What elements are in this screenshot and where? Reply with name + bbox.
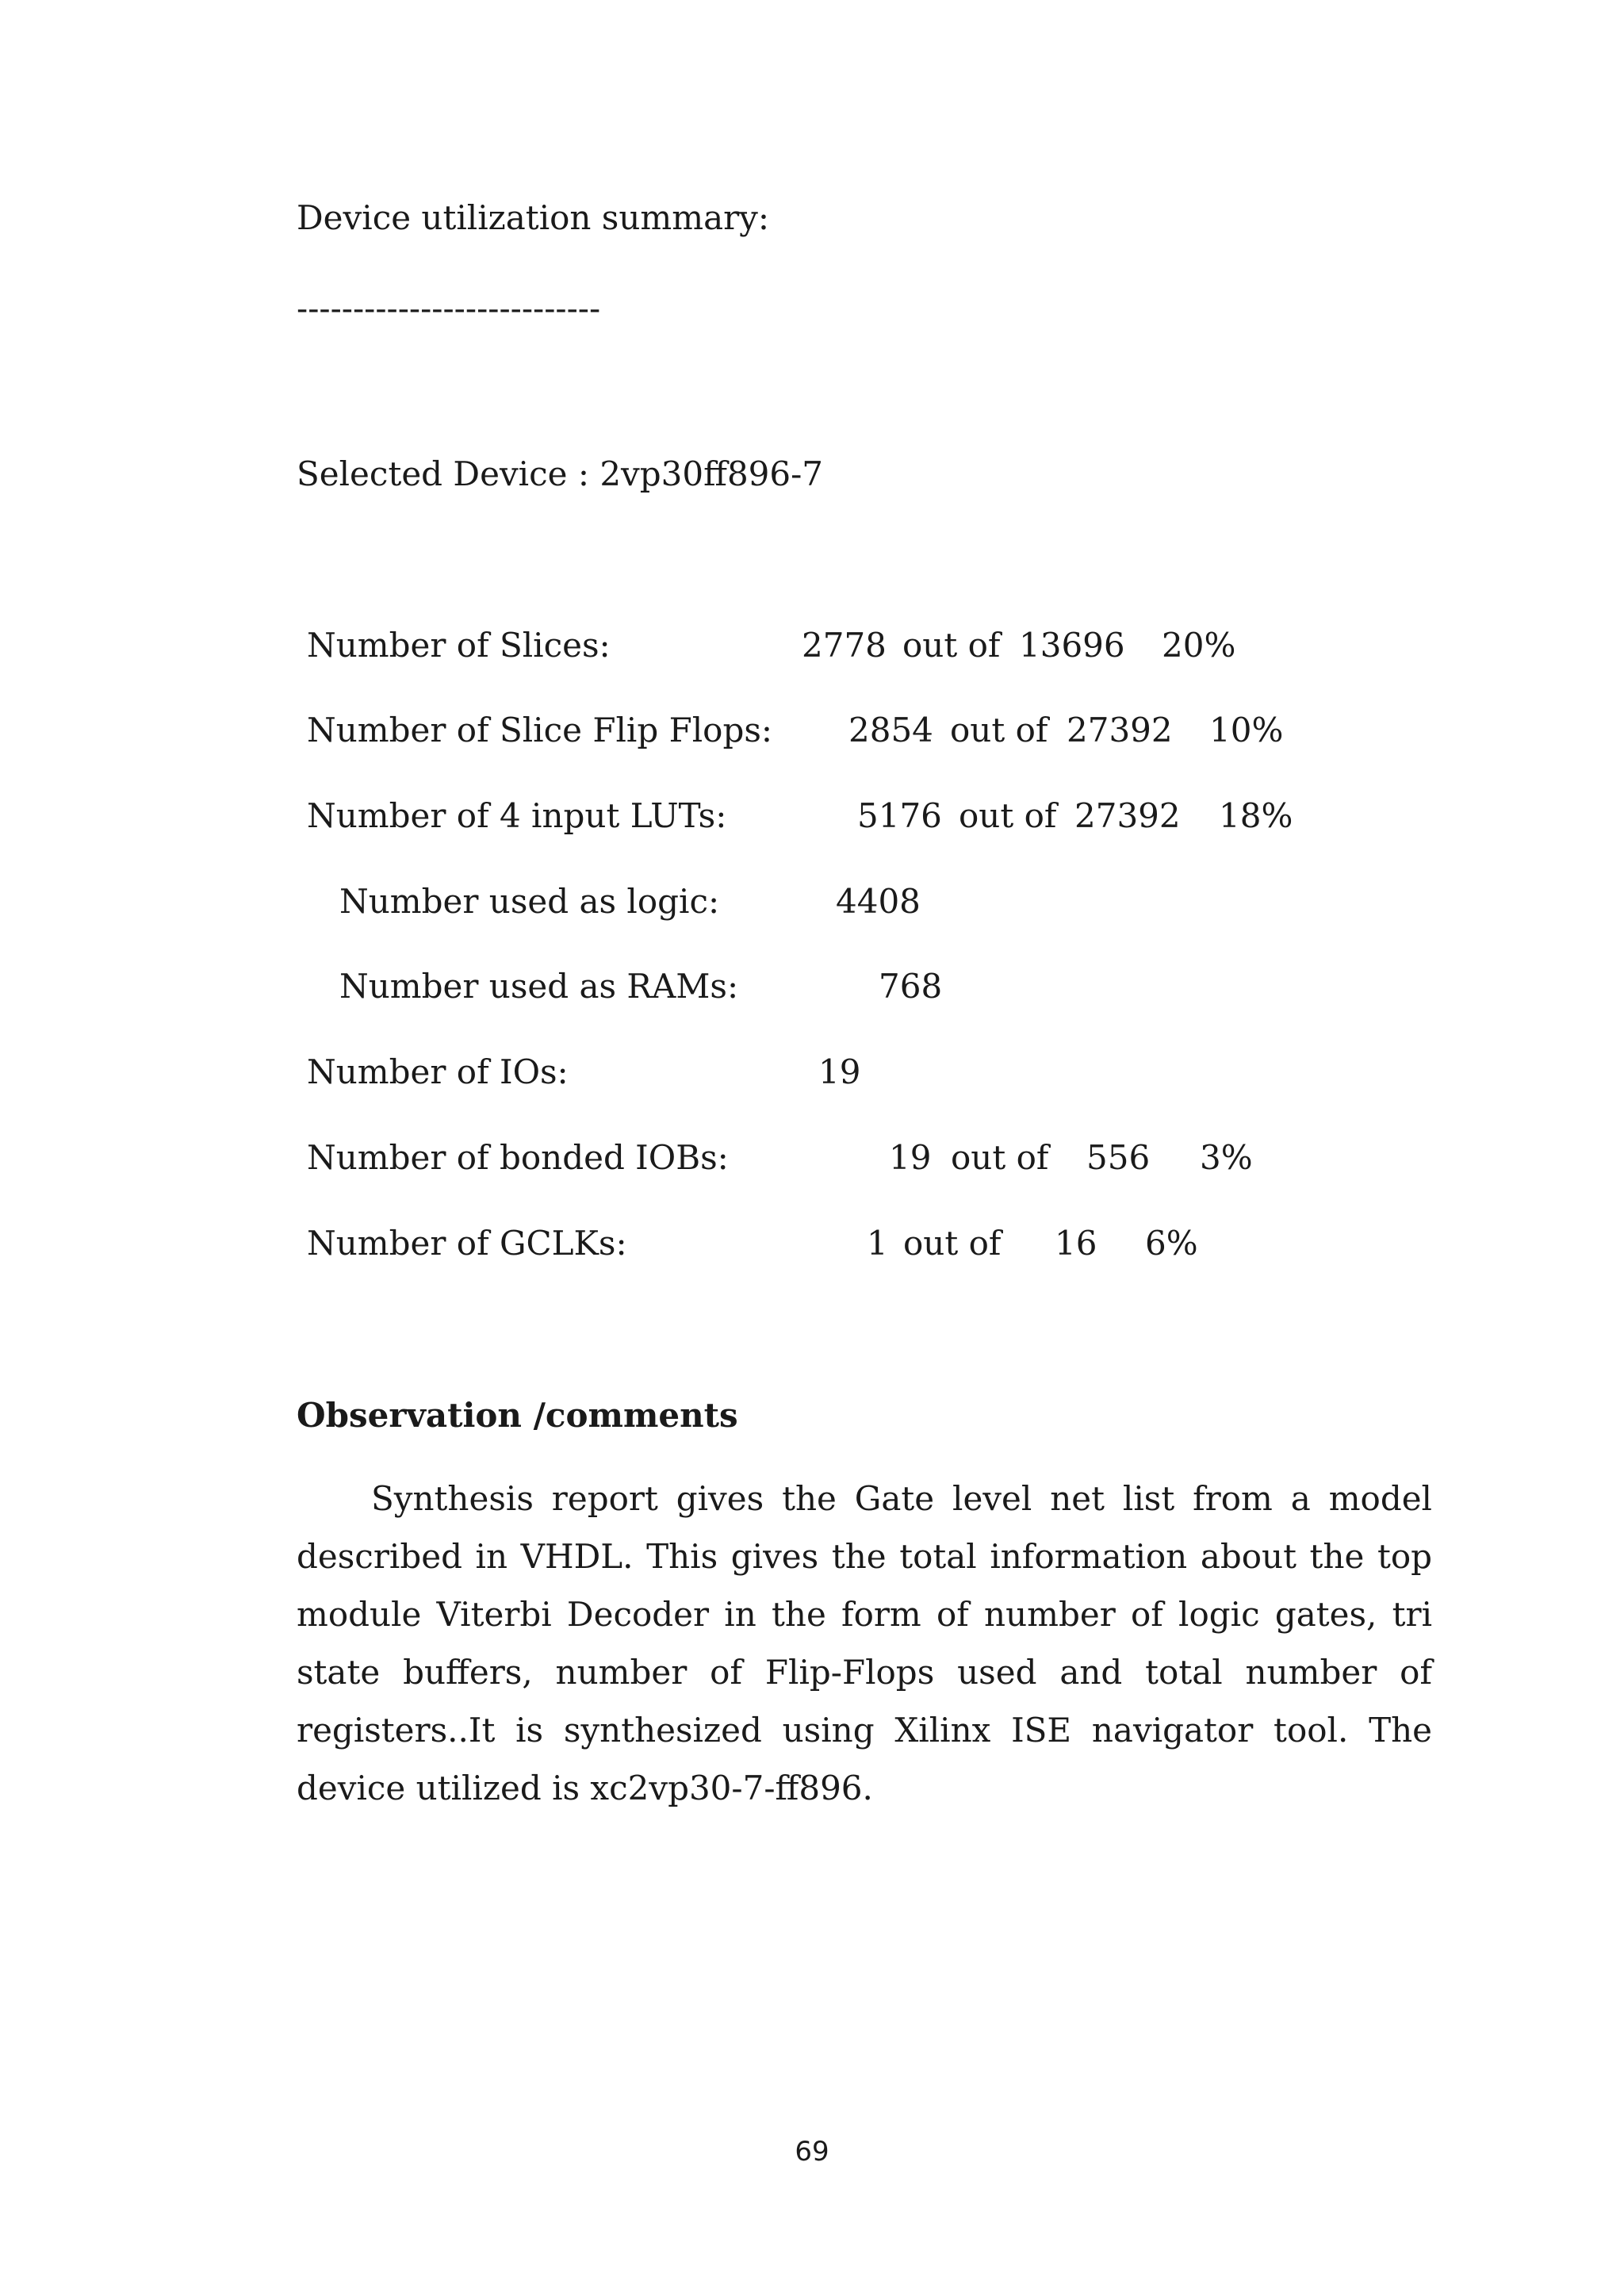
row-out-of: out of <box>951 1138 1049 1177</box>
row-value: 19 <box>818 1052 861 1091</box>
row-value: 1 <box>867 1224 888 1263</box>
row-out-of: out of <box>902 626 1001 665</box>
summary-divider: --------------------------- <box>297 289 601 328</box>
row-label: Number of IOs: <box>307 1052 569 1091</box>
observation-paragraph: Synthesis report gives the Gate level net list from a model described in VHDL. This gives the total information about the top module Viterbi Decoder in the form of number of logic gates, tri state buffers, number of Flip-Flops used and total number of registers..It is synthesized using Xilinx ISE navigator tool. The device utilized is xc2vp30-7-ff896. <box>297 1479 1432 1807</box>
row-percent: 10% <box>1209 711 1284 749</box>
row-total: 27392 <box>1067 711 1173 749</box>
row-value: 2854 <box>848 711 933 749</box>
row-total: 27392 <box>1074 796 1181 835</box>
row-out-of: out of <box>959 796 1057 835</box>
row-percent: 3% <box>1200 1138 1253 1177</box>
row-out-of: out of <box>903 1224 1002 1263</box>
row-label: Number of bonded IOBs: <box>307 1138 729 1177</box>
row-percent: 20% <box>1162 626 1236 665</box>
row-percent: 18% <box>1219 796 1293 835</box>
row-label: Number of Slice Flip Flops: <box>307 711 773 749</box>
row-total: 556 <box>1086 1138 1151 1177</box>
row-total: 16 <box>1055 1224 1097 1263</box>
row-value: 19 <box>889 1138 932 1177</box>
row-label: Number of 4 input LUTs: <box>307 796 727 835</box>
row-out-of: out of <box>950 711 1048 749</box>
page-number: 69 <box>795 2136 829 2168</box>
row-value: 768 <box>879 967 943 1006</box>
row-label: Number used as RAMs: <box>339 967 739 1006</box>
row-label: Number of Slices: <box>307 626 611 665</box>
row-total: 13696 <box>1019 626 1125 665</box>
summary-heading: Device utilization summary: <box>297 198 770 237</box>
observation-heading: Observation /comments <box>297 1396 738 1435</box>
row-label: Number of GCLKs: <box>307 1224 627 1263</box>
selected-device: Selected Device : 2vp30ff896-7 <box>297 454 824 493</box>
row-percent: 6% <box>1145 1224 1198 1263</box>
row-value: 4408 <box>836 882 921 921</box>
row-label: Number used as logic: <box>339 882 720 921</box>
row-value: 2778 <box>802 626 887 665</box>
row-value: 5176 <box>857 796 942 835</box>
